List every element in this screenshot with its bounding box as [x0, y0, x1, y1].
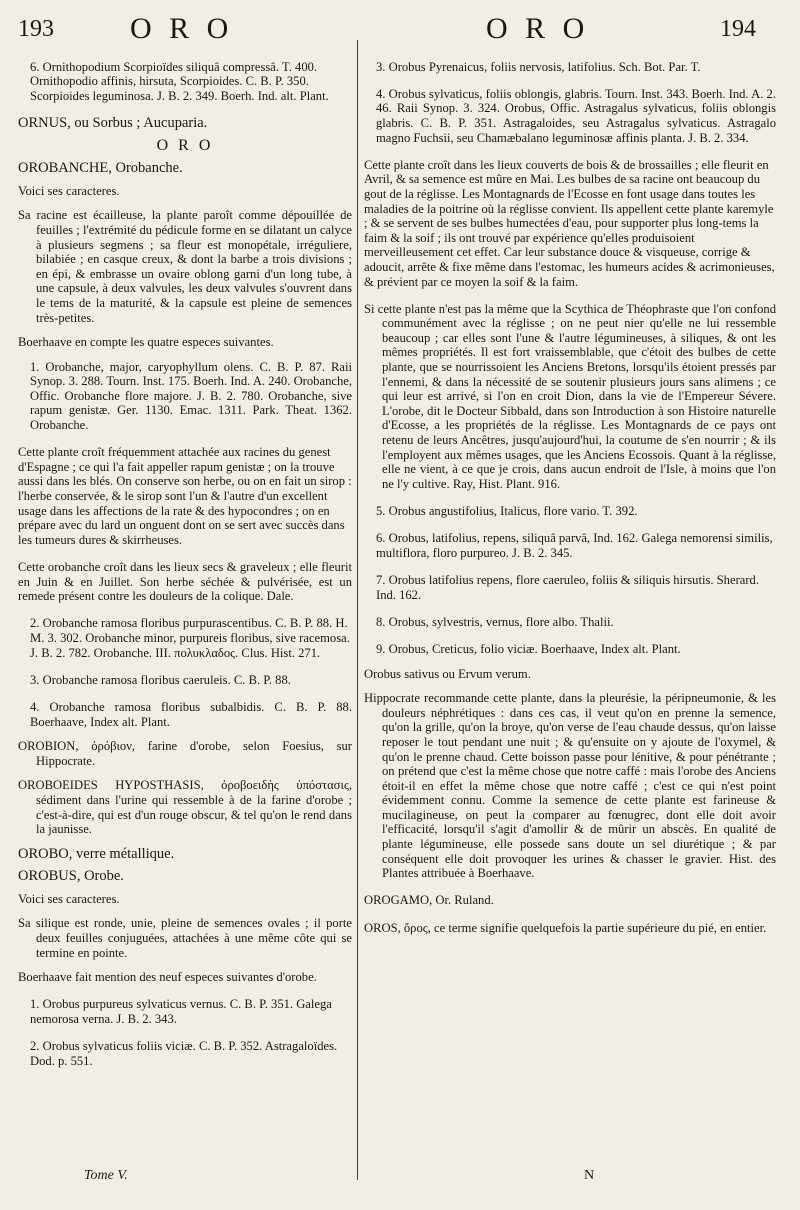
- column-divider: [357, 40, 358, 1180]
- left-column-paragraph: Boerhaave en compte les quatre especes suivantes.: [18, 335, 274, 350]
- right-column-paragraph: Orobus sativus ou Ervum verum.: [364, 666, 531, 681]
- right-column-paragraph: 6. Orobus, latifolius, repens, siliquâ parvâ, Ind. 162. Galega nemorensi similis, multiflora, floro purpureo. J. B. 2. 345.: [376, 531, 773, 560]
- right-column-paragraph: 5. Orobus angustifolius, Italicus, flore vario. T. 392.: [376, 504, 638, 518]
- left-column-paragraph: OROBO, verre métallique.: [18, 845, 175, 862]
- running-title-left: O R O: [130, 12, 234, 45]
- left-column-paragraph: O R O: [156, 136, 214, 154]
- left-column-paragraph: OROBION, ὀρόβιον, farine d'orobe, selon Foesius, sur Hippocrate.: [18, 739, 352, 768]
- left-column-paragraph: 2. Orobus sylvaticus foliis viciæ. C. B. P. 352. Astragaloïdes. Dod. p. 551.: [30, 1039, 338, 1068]
- right-column-paragraph: Hippocrate recommande cette plante, dans la pleurésie, la péripneumonie, & les douleurs néphrétiques : dans ces cas, il veut qu'on en prenne la semence, qu'on la grille, qu'on la broye, qu'on verse de l'eau chaude dessus, qu'on laisse reposer le tout pendant une nuit ; & qu'ensuite on y ajoute de l'oxymel, & qu'on le prenne chaud. Cette boisson passe pour lénitive, & pour pénétrante ; on prétend que c'est la même chose que notre caffé : mais l'orobe des Anciens étoit-il en effet la même chose que notre caffé ; c'est ce qui n'est point évidemment connu. Comme la semence de cette plante est farineuse & mucilagineuse, on peut la comparer au fœnugrec, dont elle doit avoir l'efficacité, lorsqu'il s'agit d'amollir & de mûrir un abscès. En qualité de plante légumineuse, elle possede sans doute un sel diurétique ; & par conséquent elle doit provoquer les urines & chasser le gravier. Hist. des Plantes attribuée à Boerhaave.: [364, 691, 776, 881]
- right-column-paragraph: 4. Orobus sylvaticus, foliis oblongis, glabris. Tourn. Inst. 343. Boerh. Ind. A. 2. 46. Raii Synop. 3. 324. Orobus, Offic. Astragalus sylvaticus, foliis oblongis glabris. C. B. P. 351. Astragaloides, seu Astragalus sylvaticus. Astragalo magno Fuchsii, seu Chamæbalano leguminosæ affinis planta. J. B. 2. 334.: [376, 86, 776, 145]
- page-header: [0, 12, 800, 46]
- right-column-paragraph: 9. Orobus, Creticus, folio viciæ. Boerhaave, Index alt. Plant.: [376, 641, 681, 656]
- right-column-paragraph: Si cette plante n'est pas la même que la Scythica de Théophraste que l'on confond communément avec la réglisse ; on ne peut nier qu'elle ne lui ressemble beaucoup ; car elles sont l'une & l'autre légumineuses, à siliques, & ont les mêmes propriétés. Il est fort vraissemblable, que c'étoit des bulbes de cette plante, que se nourrissoient les Anciens Bretons, lorsqu'ils étoient pressés par l'ennemi, & dans la nécessité de se soutenir plusieurs jours sans alimens ; ce qui leur est arrivé, si l'on en croit Dion, dans la vie de l'Empereur Sévere. L'orobe, dit le Docteur Sibbald, dans son Introduction à son Histoire naturelle d'Ecosse, a les propriétés de la réglisse. Les Montagnards de ce pays ont retenu de leurs Ancêtres, jusqu'aujourd'hui, la coutume de s'en nourrir ; & ils l'employent aux mêmes usages, que les Anciens Ecossois. Quant à la réglisse, elle ne vient, à ce que je crois, dans aucun endroit de l'Isle, à moins que l'on ne l'y cultive. Ray, Hist. Plant. 916.: [364, 301, 776, 491]
- left-column: [18, 47, 352, 1081]
- left-column-paragraph: Voici ses caracteres.: [18, 183, 120, 198]
- page-number-right: 194: [720, 16, 756, 42]
- right-column-paragraph: Cette plante croît dans les lieux couverts de bois & de brossailles ; elle fleurit en Avril, & sa semence est mûre en Mai. Les bulbes de sa racine ont beaucoup du gout de la réglisse. Les Montagnards de l'Ecosse en font usage dans toutes les maladies de la poitrine où la réglisse convient. Ils appellent cette plante karemyle ; & se servent de ses bulbes humectées d'eau, pour supporter plus long-tems la faim & la soif ; ils ont trouvé par expérience qu'elles produisoient merveilleusement cet effet. Car leur substance douce & visqueuse, corrige & adoucit, arrête & fixe même dans l'estomac, les humeurs acides & acrimonieuses, & prévient par ce moyen la soif & la faim.: [364, 157, 775, 289]
- left-column-paragraph: ORNUS, ou Sorbus ; Aucuparia.: [18, 114, 208, 131]
- left-column-paragraph: 1. Orobus purpureus sylvaticus vernus. C. B. P. 351. Galega nemorosa verna. J. B. 2. 343.: [30, 997, 332, 1027]
- left-column-paragraph: Cette orobanche croît dans les lieux secs & graveleux ; elle fleurit en Juin & en Juillet. Son herbe séchée & pulvérisée, est un remede présent contre les douleurs de la colique. Dale.: [18, 560, 352, 604]
- right-column-paragraph: 7. Orobus latifolius repens, flore caeruleo, foliis & siliquis hirsutis. Sherard. Ind. 162.: [376, 572, 759, 602]
- left-column-paragraph: Cette plante croît fréquemment attachée aux racines du genest d'Espagne ; ce qui l'a fait appeller rapum genistæ ; on la trouve aussi dans les blés. On conserve son herbe, ou on en fait un sirop : l'herbe conservée, & le sirop sont l'un & l'autre d'un excellent usage dans les affections de la rate & des hypocondres ; on en prépare avec du lard un onguent dont on se sert avec succès dans les tumeurs dures & skirrheuses.: [18, 445, 352, 547]
- left-column-paragraph: OROBUS, Orobe.: [18, 868, 124, 885]
- right-column-paragraph: OROS, ὄρος, ce terme signifie quelquefois la partie supérieure du pié, en entier.: [364, 920, 767, 935]
- left-column-paragraph: 3. Orobanche ramosa floribus caeruleis. C. B. P. 88.: [30, 672, 291, 687]
- right-column-paragraph: OROGAMO, Or. Ruland.: [364, 893, 494, 908]
- left-column-paragraph: 4. Orobanche ramosa floribus subalbidis. C. B. P. 88. Boerhaave, Index alt. Plant.: [30, 699, 352, 729]
- running-title-right: O R O: [486, 12, 590, 45]
- left-column-paragraph: Boerhaave fait mention des neuf especes suivantes d'orobe.: [18, 970, 317, 985]
- left-column-paragraph: 2. Orobanche ramosa floribus purpurascentibus. C. B. P. 88. H. M. 3. 302. Orobanche minor, purpureis floribus, sive racemosa. J. B. 2. 782. Orobanche. III. πολυκλαδος. Clus. Hist. 271.: [30, 616, 350, 660]
- left-column-paragraph: OROBANCHE, Orobanche.: [18, 160, 183, 177]
- footer-signature: N: [584, 1168, 595, 1183]
- left-column-paragraph: Voici ses caracteres.: [18, 891, 120, 906]
- right-column: [364, 47, 776, 945]
- left-column-paragraph: 1. Orobanche, major, caryophyllum olens. C. B. P. 87. Raii Synop. 3. 288. Tourn. Inst. 175. Boerh. Ind. A. 240. Orobanche, Offic. Orobanche flore majore. J. B. 2. 780. Orobanche, sive rapum genistæ. Ger. 1130. Emac. 1311. Park. Theat. 1362. Orobanche.: [30, 359, 352, 433]
- left-column-paragraph: Sa silique est ronde, unie, pleine de semences ovales ; il porte deux feuilles conjuguées, attachées à une même côte qui se termine en pointe.: [18, 916, 352, 960]
- left-column-paragraph: 6. Ornithopodium Scorpioïdes siliquâ compressâ. T. 400. Ornithopodio affinis, hirsuta, Scorpioides. C. B. P. 350. Scorpioides leguminosa. J. B. 2. 349. Boerh. Ind. alt. Plant.: [30, 59, 329, 103]
- page-number-left: 193: [18, 16, 54, 42]
- left-column-paragraph: Sa racine est écailleuse, la plante paroît comme dépouillée de feuilles ; l'extrémité du pédicule forme en se dilatant un calyce à plusieurs segmens ; sa fleur est monopétale, irréguliere, bilabiée ; en casque creux, & dont la barbe a trois divisions ; en épi, & embrasse un ovaire oblong garni d'un long tube, à une capsule, à deux valvules, les deux valvules s'ouvrent dans le tems de la maturité, & la capsule est pleine de semences très-petites.: [18, 208, 352, 325]
- left-column-paragraph: OROBOEIDES HYPOSTHASIS, ὀροβοειδὴς ὑπόστασις, sédiment dans l'urine qui ressemble à de la farine d'orobe ; c'est-à-dire, qui est d'un rouge obscur, & tel qu'on le rend dans la jaunisse.: [18, 778, 352, 837]
- right-column-paragraph: 3. Orobus Pyrenaicus, foliis nervosis, latifolius. Sch. Bot. Par. T.: [376, 59, 701, 74]
- footer-volume: Tome V.: [84, 1168, 128, 1183]
- right-column-paragraph: 8. Orobus, sylvestris, vernus, flore albo. Thalii.: [376, 614, 614, 629]
